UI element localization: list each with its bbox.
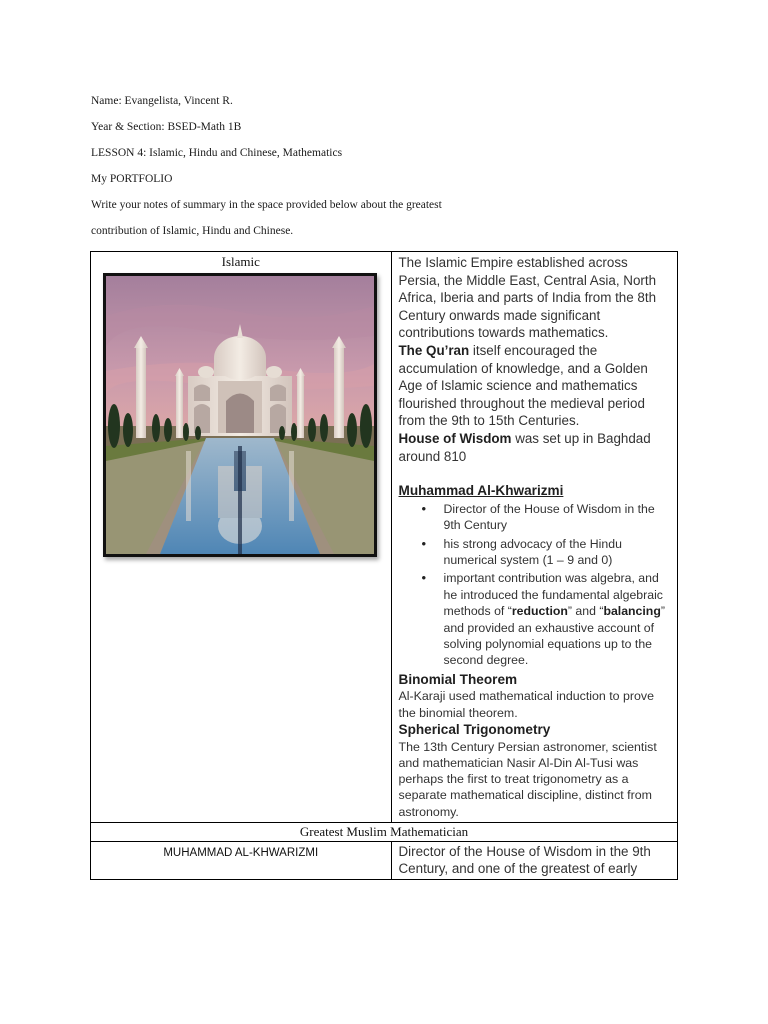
taj-mahal-photo [103, 273, 377, 557]
list-item [444, 570, 670, 668]
binomial-text: Al-Karaji used mathematical induction to prove the binomial theorem. [398, 689, 655, 720]
taj-mahal-image [106, 276, 374, 554]
islamic-notes-cell [391, 252, 678, 823]
islamic-row [91, 252, 678, 823]
bullet3-text-c: ” and “ [567, 604, 604, 619]
mathematician-description: Director of the House of Wisdom in the 9th Century, and one of the greatest of early [391, 842, 678, 880]
mathematician-name: MUHAMMAD AL-KHWARIZMI [91, 842, 392, 880]
portfolio-table [90, 251, 678, 880]
quran-paragraph [399, 342, 670, 430]
quran-label: The Qu’ran [398, 342, 470, 358]
greatest-heading: Greatest Muslim Mathematician [91, 823, 678, 842]
khwarizmi-heading: Muhammad Al-Khwarizmi [398, 483, 564, 499]
islamic-left-cell [91, 252, 392, 823]
islamic-title: Islamic [221, 254, 260, 269]
document-header [91, 92, 691, 248]
instruction-line-2: contribution of Islamic, Hindu and Chinese. [91, 225, 294, 237]
spherical-text: The 13th Century Persian astronomer, scientist and mathematician Nasir Al-Din Al-Tusi was perhaps the first to treat trigonometry as a separate mathematical discipline, distinct from astronomy. [398, 739, 657, 819]
mathematician-row [91, 842, 678, 880]
lesson-title: LESSON 4: Islamic, Hindu and Chinese, Mathematics [91, 147, 343, 159]
islamic-intro: The Islamic Empire established across Persia, the Middle East, Central Asia, North Africa, Iberia and parts of India from the 8th Century onwards made significant contributions towards mathematics. [398, 255, 657, 341]
list-item: • Director of the House of Wisdom in the 9th Century [444, 501, 670, 534]
bullet3-text-d: ” and provided an exhaustive account of solving polynomial equations up to the second degree. [443, 604, 665, 668]
instruction-line-1: Write your notes of summary in the space provided below about the greatest [91, 199, 442, 211]
binomial-heading: Binomial Theorem [398, 671, 518, 687]
house-paragraph [399, 430, 670, 465]
house-label: House of Wisdom [398, 430, 512, 446]
balancing-term: balancing [603, 604, 661, 619]
reduction-term: reduction [511, 604, 568, 619]
year-section: Year & Section: BSED-Math 1B [91, 121, 242, 133]
quran-text: itself encouraged the accumulation of knowledge, and a Golden Age of Islamic science and mathematics flourished throughout the medieval period from the 9th to 15th Centuries. [398, 342, 648, 429]
list-item: • his strong advocacy of the Hindu numerical system (1 – 9 and 0) [444, 536, 670, 569]
spacer [399, 465, 670, 482]
khwarizmi-list [399, 501, 670, 669]
portfolio-label: My PORTFOLIO [91, 173, 173, 185]
student-name: Name: Evangelista, Vincent R. [91, 95, 233, 107]
house-text: was set up in Baghdad around 810 [398, 430, 651, 464]
bullet3-text-a: important contribution was algebra, and he introduced the fundamental algebraic methods of “ [443, 571, 663, 619]
spherical-heading: Spherical Trigonometry [398, 721, 551, 737]
greatest-row [91, 823, 678, 842]
